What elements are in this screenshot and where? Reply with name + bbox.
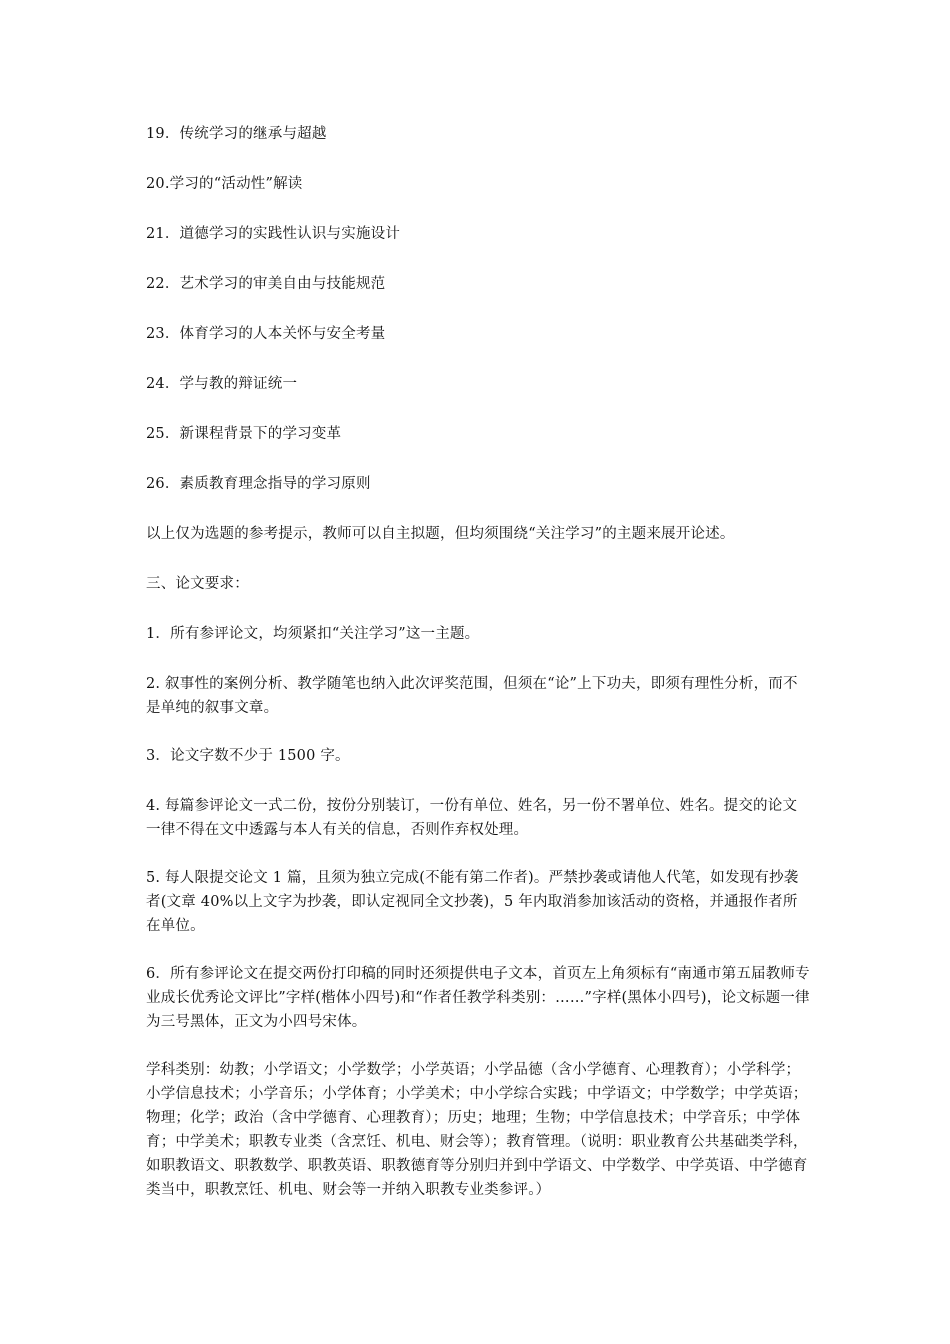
topic-26: 26．素质教育理念指导的学习原则 xyxy=(146,476,371,492)
topic-note: 以上仅为选题的参考提示，教师可以自主拟题，但均须围绕“关注学习”的主题来展开论述。 xyxy=(146,526,735,542)
topic-22: 22．艺术学习的审美自由与技能规范 xyxy=(146,276,386,292)
document-page xyxy=(146,122,810,1202)
topic-23: 23．体育学习的人本关怀与安全考量 xyxy=(146,326,386,342)
requirement-5: 5. 每人限提交论文 1 篇，且须为独立完成(不能有第二作者)。严禁抄袭或请他人代笔，如发现有抄袭者(文章 40%以上文字为抄袭，即认定视同全文抄袭)，5 年内取消参加该活动的资格，并通报作者所在单位。 xyxy=(146,870,799,934)
requirement-4: 4. 每篇参评论文一式二份，按份分别装订，一份有单位、姓名，另一份不署单位、姓名。提交的论文一律不得在文中透露与本人有关的信息，否则作弃权处理。 xyxy=(146,798,798,838)
subject-categories: 学科类别：幼教；小学语文；小学数学；小学英语；小学品德（含小学德育、心理教育）；小学科学；小学信息技术；小学音乐；小学体育；小学美术；中小学综合实践；中学语文；中学数学；中学英语；物理；化学；政治（含中学德育、心理教育）；历史；地理；生物；中学信息技术；中学音乐；中学体育；中学美术；职教专业类（含烹饪、机电、财会等）；教育管理。（说明：职业教育公共基础类学科，如职教语文、职教数学、职教英语、职教德育等分别归并到中学语文、中学数学、中学英语、中学德育类当中，职教烹饪、机电、财会等一并纳入职教专业类参评。） xyxy=(146,1062,808,1198)
requirement-1: 1．所有参评论文，均须紧扣“关注学习”这一主题。 xyxy=(146,626,480,642)
topic-24: 24．学与教的辩证统一 xyxy=(146,376,298,392)
topic-19: 19．传统学习的继承与超越 xyxy=(146,126,327,142)
requirement-2: 2. 叙事性的案例分析、教学随笔也纳入此次评奖范围，但须在“论”上下功夫，即须有理性分析，而不是单纯的叙事文章。 xyxy=(146,676,798,716)
section-title: 三、论文要求： xyxy=(146,576,249,592)
topic-20: 20.学习的“活动性”解读 xyxy=(146,176,303,192)
topic-25: 25．新课程背景下的学习变革 xyxy=(146,426,342,442)
requirement-3: 3．论文字数不少于 1500 字。 xyxy=(146,748,350,764)
topic-21: 21．道德学习的实践性认识与实施设计 xyxy=(146,226,401,242)
requirement-6: 6．所有参评论文在提交两份打印稿的同时还须提供电子文本，首页左上角须标有“南通市第五届教师专业成长优秀论文评比”字样(楷体小四号)和“作者任教学科类别：……”字样(黑体小四号)，论文标题一律为三号黑体，正文为小四号宋体。 xyxy=(146,966,810,1030)
